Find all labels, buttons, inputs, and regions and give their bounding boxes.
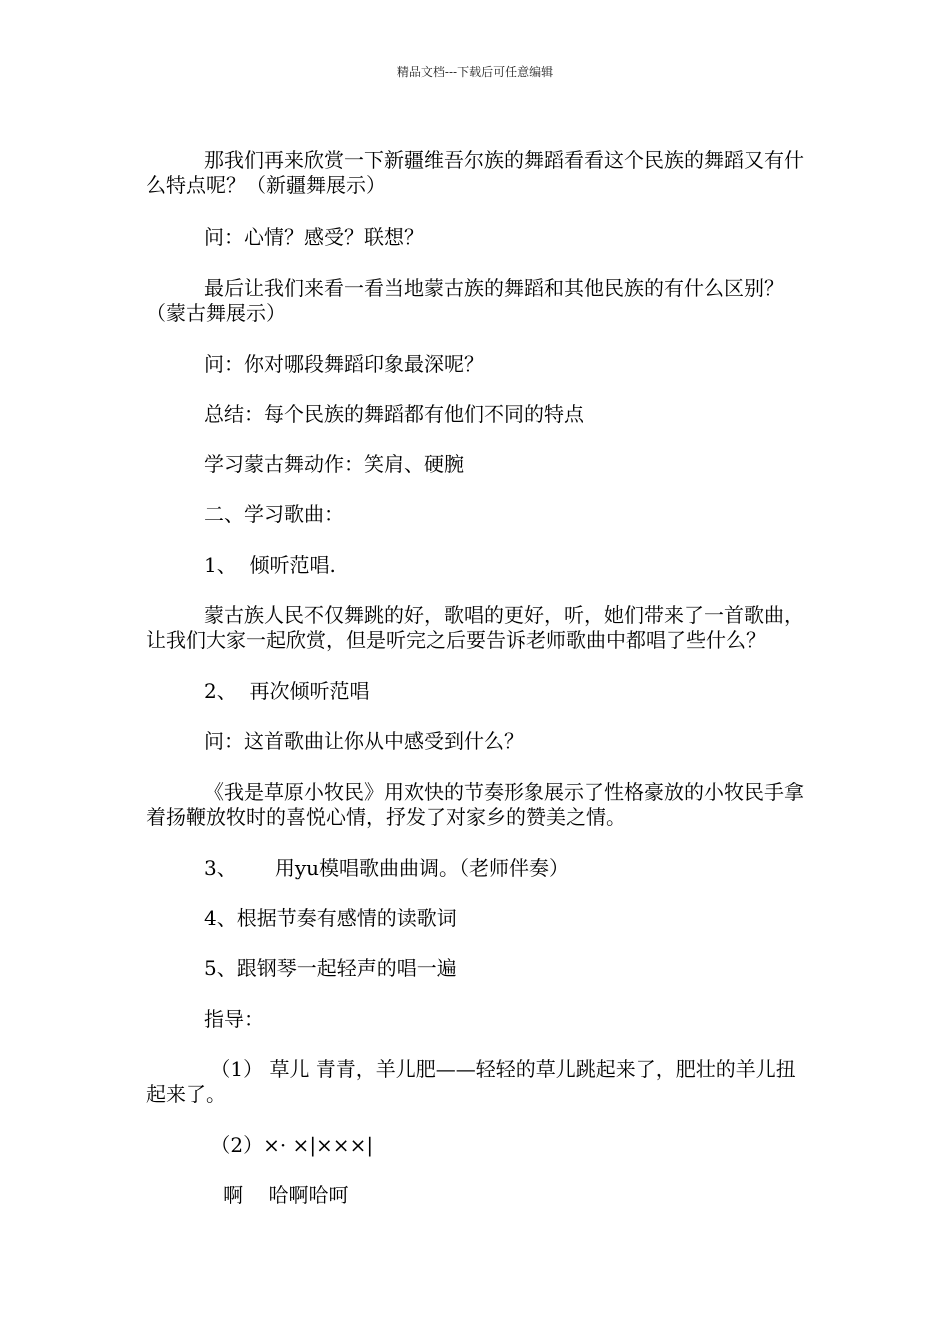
paragraph-question-song-feeling: 问：这首歌曲让你从中感受到什么？ — [204, 729, 524, 753]
section-heading-learn-song: 二、学习歌曲： — [204, 502, 344, 526]
document-body — [146, 148, 810, 1208]
guidance-item-2-lyrics: 啊 哈啊哈呵 — [204, 1183, 349, 1207]
guidance-item-2-rhythm: （2）×· ×|×××| — [204, 1133, 374, 1157]
step-2-listen-again: 2、 再次倾听范唱 — [204, 679, 370, 703]
guidance-item-1: （1） 草儿 青青，羊儿肥——轻轻的草儿跳起来了，肥壮的羊儿扭起来了。 — [146, 1057, 796, 1106]
step-3-hum-melody: 3、 用yu模唱歌曲曲调。（老师伴奏） — [204, 856, 570, 880]
paragraph-xinjiang-dance: 那我们再来欣赏一下新疆维吾尔族的舞蹈看看这个民族的舞蹈又有什么特点呢？（新疆舞展示） — [146, 148, 804, 197]
paragraph-mongolian-dance: 最后让我们来看一看当地蒙古族的舞蹈和其他民族的有什么区别？（蒙古舞展示） — [146, 276, 784, 325]
paragraph-mongolian-song-intro: 蒙古族人民不仅舞跳的好，歌唱的更好，听，她们带来了一首歌曲，让我们大家一起欣赏，但是听完之后要告诉老师歌曲中都唱了些什么？ — [146, 603, 804, 652]
page-header: 精品文档---下载后可任意编辑 — [396, 65, 554, 79]
paragraph-guidance-label: 指导： — [204, 1007, 264, 1031]
step-5-sing-with-piano: 5、跟钢琴一起轻声的唱一遍 — [204, 956, 457, 980]
paragraph-question-impression: 问：你对哪段舞蹈印象最深呢？ — [204, 352, 484, 376]
step-1-listen: 1、 倾听范唱. — [204, 553, 336, 577]
paragraph-summary: 总结：每个民族的舞蹈都有他们不同的特点 — [204, 402, 584, 426]
paragraph-song-description: 《我是草原小牧民》用欢快的节奏形象展示了性格豪放的小牧民手拿着扬鞭放牧时的喜悦心情，抒发了对家乡的赞美之情。 — [146, 780, 804, 829]
step-4-read-lyrics: 4、根据节奏有感情的读歌词 — [204, 906, 457, 930]
paragraph-question-feelings: 问：心情？感受？联想？ — [204, 225, 424, 249]
paragraph-learn-movements: 学习蒙古舞动作：笑肩、硬腕 — [204, 452, 464, 476]
